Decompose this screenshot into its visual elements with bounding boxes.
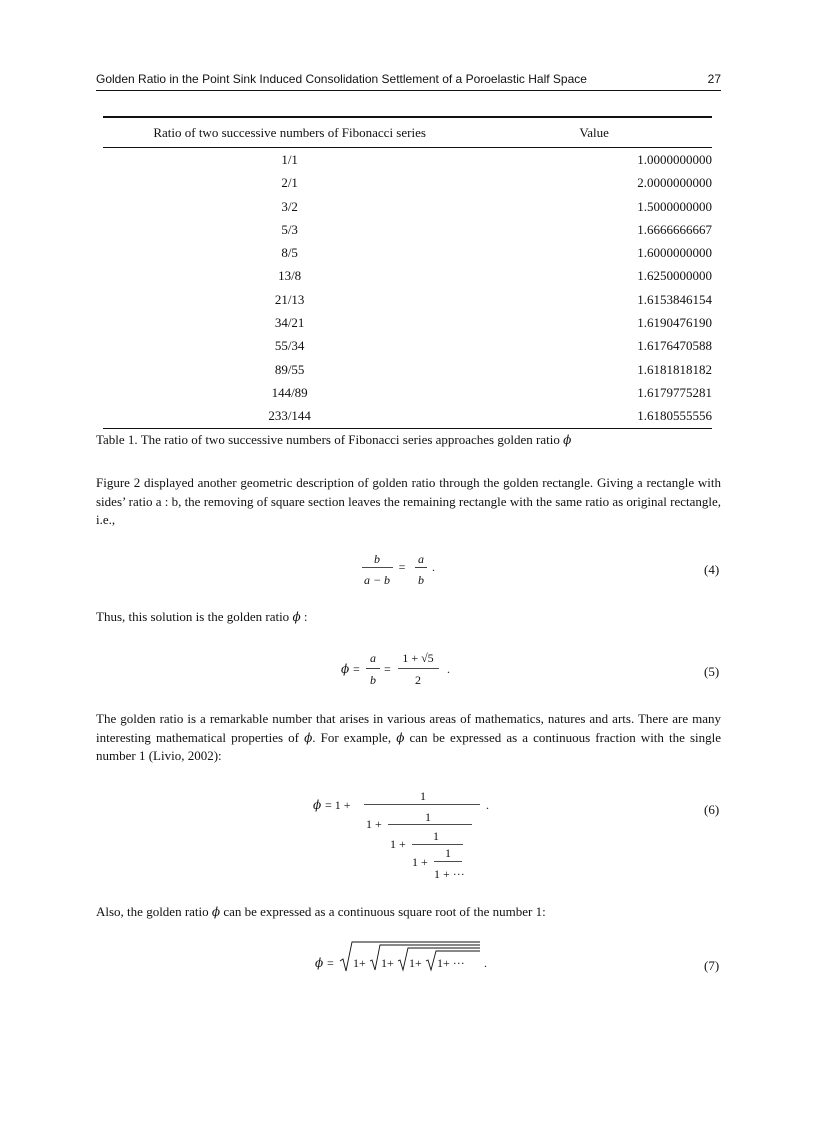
value-cell: 1.5000000000 xyxy=(637,198,712,214)
ratio-cell: 13/8 xyxy=(278,268,302,284)
phi-symbol: ϕ xyxy=(292,610,301,624)
value-cell: 1.6181818182 xyxy=(637,361,712,377)
eq6-one-plus: 1 + xyxy=(366,817,382,831)
eq6-numerator: 1 xyxy=(425,810,431,824)
eq5-equals: = xyxy=(353,662,360,676)
equation-number-7: (7) xyxy=(704,958,720,973)
paragraph-square-root-text-a: Also, the golden ratio xyxy=(96,904,209,919)
eq7-term: 1+ xyxy=(409,956,422,970)
running-header xyxy=(96,71,721,91)
eq7-phi: ϕ xyxy=(315,956,324,970)
paragraph-remarkable-number xyxy=(96,710,721,766)
value-cell: 1.0000000000 xyxy=(637,152,712,167)
table-row xyxy=(103,195,712,218)
value-cell: 1.6153846154 xyxy=(637,291,712,307)
eq5-equals: = xyxy=(384,662,391,676)
paragraph-square-root-text-b: can be expressed as a continuous square root of the number 1: xyxy=(223,904,546,919)
paragraph-remarkable-text-c: can be expressed as a continuous fraction with the single number 1 (Livio, 2002): xyxy=(96,729,722,763)
paragraph-golden-rectangle: Figure 2 displayed another geometric description of golden ratio through the golden rectangle. Giving a rectangle with sides’ ratio a : b, the removing of square section leaves the remaining rectangle with the same ratio as original rectangle, i.e., xyxy=(96,475,721,527)
column-header-ratio: Ratio of two successive numbers of Fibonacci series xyxy=(103,117,476,148)
table-row xyxy=(103,311,712,334)
eq7-term: 1+ xyxy=(353,956,366,970)
table-caption xyxy=(96,432,571,448)
eq5-frac2-denominator: 2 xyxy=(415,673,421,687)
phi-symbol: ϕ xyxy=(396,730,405,745)
ratio-cell: 34/21 xyxy=(274,315,305,331)
table-row xyxy=(103,148,712,172)
eq6-numerator: 1 xyxy=(445,846,451,860)
column-header-value: Value xyxy=(476,117,712,148)
equation-6 xyxy=(310,786,500,884)
equation-number-5: (5) xyxy=(704,664,720,679)
value-cell: 1.6250000000 xyxy=(637,268,712,284)
table-caption-text: Table 1. The ratio of two successive numbers of Fibonacci series approaches golden ratio xyxy=(96,432,560,447)
value-cell: 2.0000000000 xyxy=(637,175,712,191)
table-row xyxy=(103,358,712,381)
table-row xyxy=(103,218,712,241)
table-row xyxy=(103,288,712,311)
equation-number-4: (4) xyxy=(704,562,720,577)
ratio-cell: 55/34 xyxy=(274,338,305,354)
table-row xyxy=(103,264,712,287)
value-cell: 1.6179775281 xyxy=(637,384,712,400)
paragraph-remarkable-text-b: . For example, xyxy=(312,729,392,745)
paragraph-solution: Thus, this solution is the golden ratio ϕ : xyxy=(96,609,308,624)
table-row xyxy=(103,241,712,264)
eq6-one-plus: 1 + xyxy=(390,837,406,851)
eq6-one-plus: 1 + xyxy=(412,855,428,869)
table-row xyxy=(103,334,712,357)
eq5-frac1-numerator: a xyxy=(370,651,376,665)
ratio-cell: 2/1 xyxy=(281,175,298,191)
ratio-cell: 21/13 xyxy=(274,291,305,307)
ratio-cell: 8/5 xyxy=(281,245,298,261)
eq7-term: 1+ xyxy=(381,956,394,970)
ratio-cell: 1/1 xyxy=(281,152,298,167)
eq5-frac2-numerator: 1 + √5 xyxy=(402,651,434,665)
phi-symbol: ϕ xyxy=(563,433,572,447)
eq5-phi: ϕ xyxy=(341,662,350,676)
eq6-period: . xyxy=(486,798,489,812)
eq7-equals: = xyxy=(327,956,334,970)
table-row xyxy=(103,381,712,404)
ratio-cell: 233/144 xyxy=(103,404,476,428)
equation-number-6: (6) xyxy=(704,802,720,817)
eq4-equals: = xyxy=(398,560,406,574)
ratio-cell: 5/3 xyxy=(281,221,298,237)
fibonacci-table xyxy=(103,116,712,429)
eq4-lhs-denominator: a − b xyxy=(363,573,391,587)
value-cell: 1.6666666667 xyxy=(637,221,712,237)
phi-symbol: ϕ xyxy=(211,905,221,919)
equation-5 xyxy=(338,646,468,692)
eq6-numerator: 1 xyxy=(433,829,439,843)
eq4-period: . xyxy=(432,560,435,574)
phi-symbol: ϕ xyxy=(304,730,313,745)
ratio-cell: 3/2 xyxy=(281,198,298,214)
eq7-period: . xyxy=(484,956,487,970)
value-cell: 1.6190476190 xyxy=(637,315,712,331)
running-title: Golden Ratio in the Point Sink Induced Consolidation Settlement of a Poroelastic Half Space xyxy=(96,72,587,86)
value-cell: 1.6000000000 xyxy=(637,245,712,261)
table-header-row xyxy=(103,117,712,148)
table-row xyxy=(103,404,712,428)
equation-7 xyxy=(312,938,502,978)
equation-4 xyxy=(360,548,450,594)
eq6-phi: ϕ xyxy=(313,798,322,812)
eq7-term: 1+ ··· xyxy=(437,956,465,970)
eq4-rhs-denominator: b xyxy=(418,573,424,587)
value-cell: 1.6176470588 xyxy=(637,338,712,354)
eq4-rhs-numerator: a xyxy=(418,552,424,566)
value-cell: 1.6180555556 xyxy=(476,404,712,428)
eq5-frac1-denominator: b xyxy=(370,673,376,687)
eq6-numerator: 1 xyxy=(420,789,426,803)
paragraph-remarkable-text-a: The golden ratio is a remarkable number that arises in various areas of mathematics, natures and arts. There are many interesting mathematical properties of xyxy=(96,711,721,745)
ratio-cell: 89/55 xyxy=(274,361,305,377)
page-number: 27 xyxy=(707,72,721,86)
eq4-lhs-numerator: b xyxy=(374,552,380,566)
paragraph-square-root xyxy=(96,903,721,922)
eq6-one-plus-ellipsis: 1 + ··· xyxy=(434,867,465,881)
paragraph-solution-text: Thus, this solution is the golden ratio xyxy=(96,609,290,624)
table-row xyxy=(103,171,712,194)
eq6-equals-one-plus: = 1 + xyxy=(325,798,351,812)
eq5-period: . xyxy=(447,662,450,676)
ratio-cell: 144/89 xyxy=(271,384,308,400)
